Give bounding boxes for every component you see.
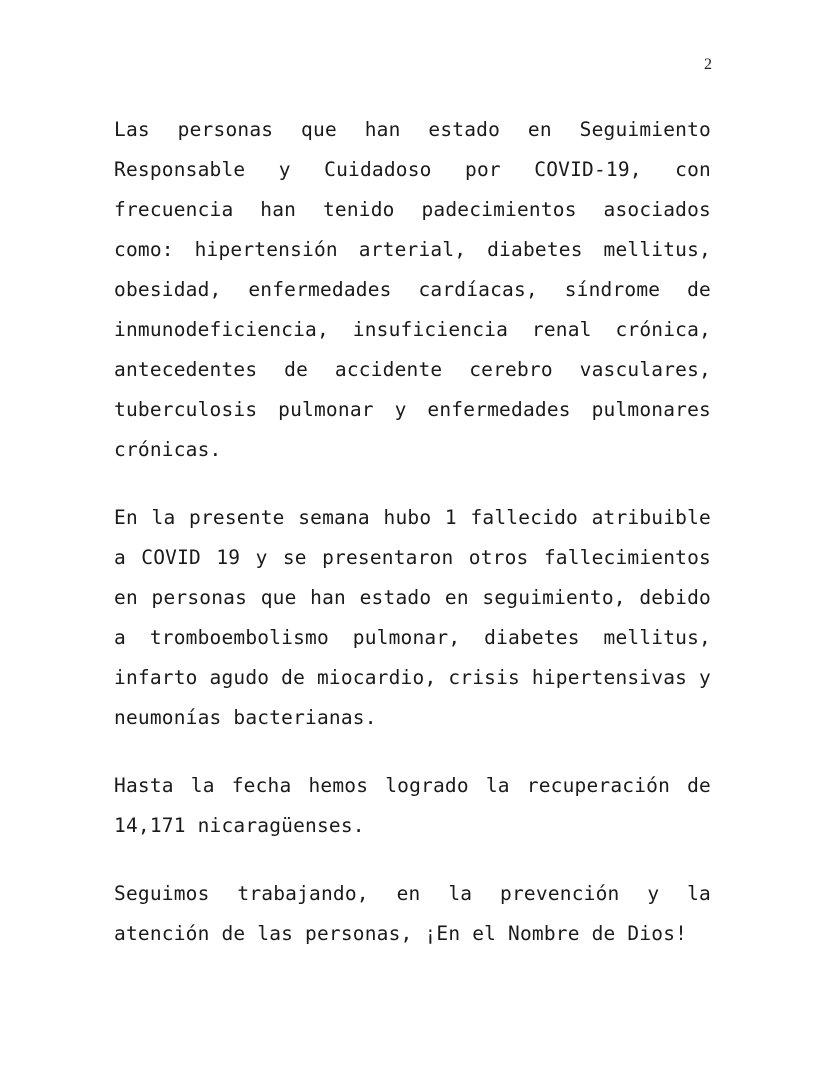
paragraph-comorbidities: Las personas que han estado en Seguimiento Responsable y Cuidadoso por COVID-19, con frecuencia han tenido padecimientos asociados como: hipertensión arterial, diabetes mellitus, obesidad, enfermedades cardíacas, síndrome de inmunodeficiencia, insuficiencia renal crónica, antecedentes de accidente cerebro vasculares, tuberculosis pulmonar y enfermedades pulmonares crónicas. — [114, 118, 711, 461]
document-body — [114, 110, 711, 982]
page-number: 2 — [704, 56, 712, 73]
paragraph-recoveries: Hasta la fecha hemos logrado la recuperación de 14,171 nicaragüenses. — [114, 774, 711, 837]
paragraph-closing: Seguimos trabajando, en la prevención y la atención de las personas, ¡En el Nombre de Dios! — [114, 882, 711, 945]
paragraph-deaths: En la presente semana hubo 1 fallecido atribuible a COVID 19 y se presentaron otros fallecimientos en personas que han estado en seguimiento, debido a tromboembolismo pulmonar, diabetes mellitus, infarto agudo de miocardio, crisis hipertensivas y neumonías bacterianas. — [114, 506, 711, 729]
